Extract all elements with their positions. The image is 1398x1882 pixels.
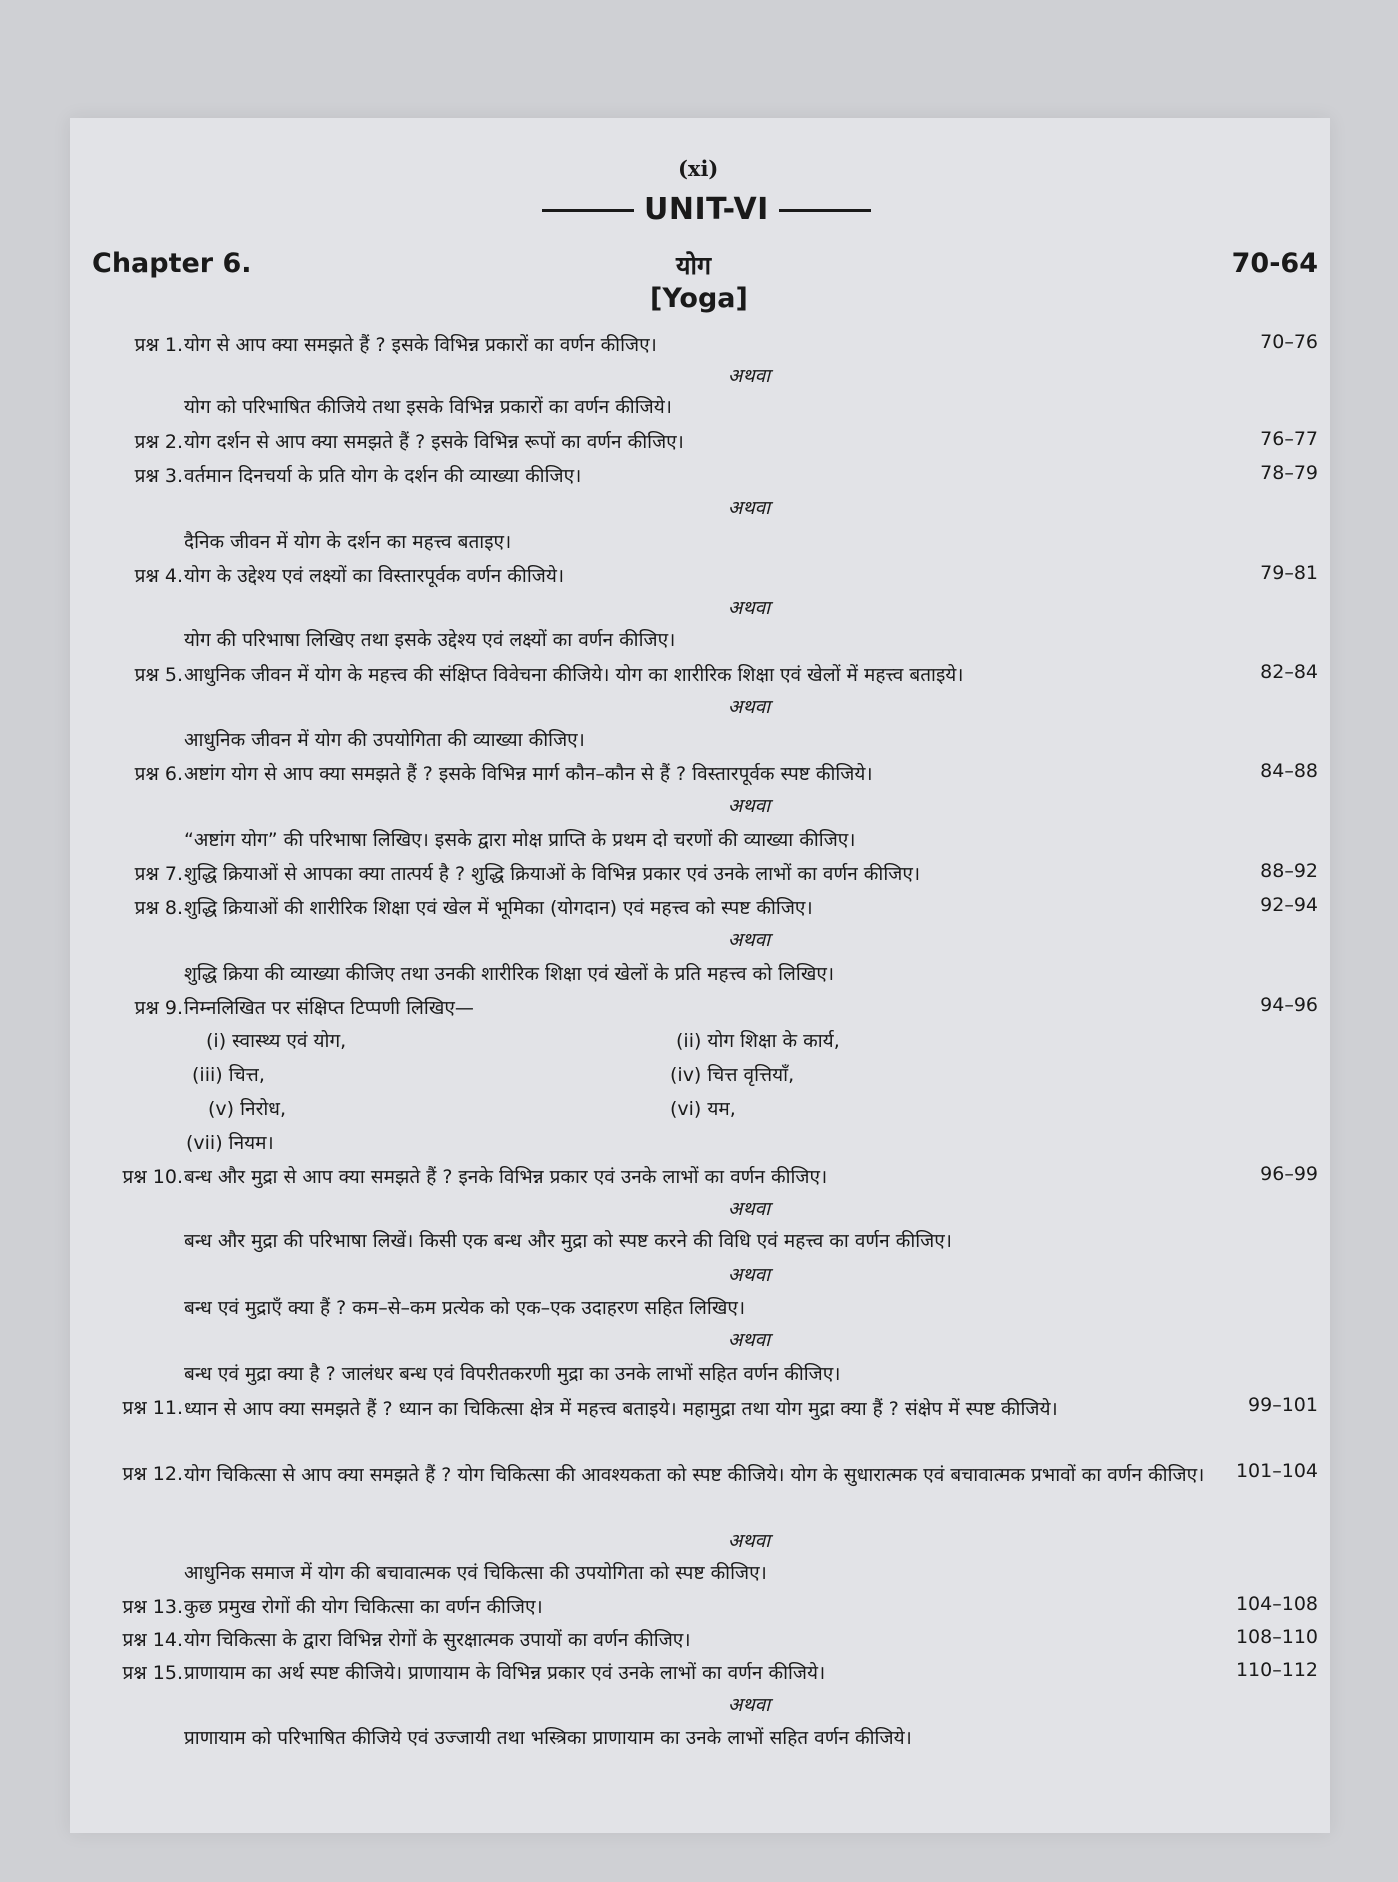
question-text: प्राणायाम का अर्थ स्पष्ट कीजिये। प्राणायाम के विभिन्न प्रकार एवं उनके लाभों का वर्णन कीजिये।: [184, 1662, 826, 1684]
alt-question-text: योग की परिभाषा लिखिए तथा इसके उद्देश्य एवं लक्ष्यों का वर्णन कीजिए।: [184, 629, 676, 651]
question-label: प्रश्न 13.: [122, 1596, 183, 1618]
question-pages: 70–76: [1260, 331, 1318, 353]
question-label: प्रश्न 11.: [122, 1397, 183, 1419]
athva-label: अथवा: [727, 1694, 771, 1716]
question-pages: 94–96: [1260, 994, 1318, 1016]
question-text: योग के उद्देश्य एवं लक्ष्यों का विस्तारपूर्वक वर्णन कीजिये।: [184, 565, 565, 587]
question-pages: 78–79: [1260, 462, 1318, 484]
question-label: प्रश्न 8.: [134, 897, 183, 919]
question-pages: 82–84: [1260, 661, 1318, 683]
question-label: प्रश्न 7.: [134, 863, 183, 885]
alt-question-text: प्राणायाम को परिभाषित कीजिये एवं उज्जायी तथा भस्त्रिका प्राणायाम का उनके लाभों सहित वर्णन कीजिये।: [184, 1727, 912, 1749]
athva-label: अथवा: [727, 497, 771, 519]
question-text: ध्यान से आप क्या समझते हैं ? ध्यान का चिकित्सा क्षेत्र में महत्त्व बताइये। महामुद्रा तथा योग मुद्रा क्या हैं ? संक्षेप में स्पष्ट कीजिये।: [184, 1398, 1058, 1420]
question-label: प्रश्न 12.: [122, 1463, 183, 1485]
question-text: बन्ध और मुद्रा से आप क्या समझते हैं ? इनके विभिन्न प्रकार एवं उनके लाभों का वर्णन कीजिए।: [184, 1166, 828, 1188]
question-pages: 79–81: [1260, 562, 1318, 584]
chapter-title-hindi: योग: [676, 251, 712, 280]
unit-title: UNIT-VI: [644, 192, 769, 227]
q9-item: (iv) चित्त वृत्तियाँ,: [670, 1064, 795, 1086]
athva-label: अथवा: [727, 795, 771, 817]
athva-label: अथवा: [727, 929, 771, 951]
question-label: प्रश्न 6.: [134, 763, 183, 785]
question-pages: 84–88: [1260, 760, 1318, 782]
question-text: अष्टांग योग से आप क्या समझते हैं ? इसके विभिन्न मार्ग कौन–कौन से हैं ? विस्तारपूर्वक स्पष्ट कीजिये।: [184, 763, 873, 785]
question-text: कुछ प्रमुख रोगों की योग चिकित्सा का वर्णन कीजिए।: [184, 1596, 543, 1618]
question-label: प्रश्न 15.: [122, 1662, 183, 1684]
question-text: योग दर्शन से आप क्या समझते हैं ? इसके विभिन्न रूपों का वर्णन कीजिए।: [184, 431, 684, 453]
alt-question-text: आधुनिक जीवन में योग की उपयोगिता की व्याख्या कीजिए।: [184, 729, 585, 751]
question-label: प्रश्न 9.: [134, 997, 183, 1019]
question-text: शुद्धि क्रियाओं की शारीरिक शिक्षा एवं खेल में भूमिका (योगदान) एवं महत्त्व को स्पष्ट कीजिए।: [184, 897, 813, 919]
question-label: प्रश्न 3.: [134, 465, 183, 487]
question-pages: 88–92: [1260, 860, 1318, 882]
question-text: वर्तमान दिनचर्या के प्रति योग के दर्शन की व्याख्या कीजिए।: [184, 465, 582, 487]
alt-question-text: शुद्धि क्रिया की व्याख्या कीजिए तथा उनकी शारीरिक शिक्षा एवं खेलों के प्रति महत्त्व को लिखिए।: [184, 963, 835, 985]
alt-question-text: योग को परिभाषित कीजिये तथा इसके विभिन्न प्रकारों का वर्णन कीजिये।: [184, 396, 672, 418]
question-label: प्रश्न 4.: [134, 565, 183, 587]
q9-item: (ii) योग शिक्षा के कार्य,: [676, 1030, 840, 1052]
q9-item: (vii) नियम।: [186, 1132, 274, 1154]
alt-question-text: बन्ध और मुद्रा की परिभाषा लिखें। किसी एक बन्ध और मुद्रा को स्पष्ट करने की विधि एवं महत्त्व का वर्णन कीजिए।: [184, 1230, 952, 1252]
question-label: प्रश्न 5.: [134, 664, 183, 686]
question-pages: 104–108: [1235, 1593, 1318, 1615]
q9-item: (i) स्वास्थ्य एवं योग,: [206, 1030, 347, 1052]
unit-rule-left: [542, 209, 634, 212]
question-pages: 92–94: [1260, 894, 1318, 916]
question-text: निम्नलिखित पर संक्षिप्त टिप्पणी लिखिए—: [184, 997, 474, 1019]
question-pages: 108–110: [1235, 1626, 1318, 1648]
alt-question-text: आधुनिक समाज में योग की बचावात्मक एवं चिकित्सा की उपयोगिता को स्पष्ट कीजिए।: [184, 1562, 767, 1584]
alt-question-text: “अष्टांग योग” की परिभाषा लिखिए। इसके द्वारा मोक्ष प्राप्ति के प्रथम दो चरणों की व्याख्या कीजिए।: [184, 829, 856, 851]
question-text: योग चिकित्सा के द्वारा विभिन्न रोगों के सुरक्षात्मक उपायों का वर्णन कीजिए।: [184, 1629, 691, 1651]
question-label: प्रश्न 2.: [134, 431, 183, 453]
question-pages: 99–101: [1248, 1394, 1318, 1416]
page-number: (xi): [678, 156, 719, 181]
question-text: योग चिकित्सा से आप क्या समझते हैं ? योग चिकित्सा की आवश्यकता को स्पष्ट कीजिये। योग के सुधारात्मक एवं बचावात्मक प्रभावों का वर्णन कीजिए।: [184, 1464, 1205, 1486]
athva-label: अथवा: [727, 597, 771, 619]
question-pages: 101–104: [1235, 1460, 1318, 1482]
unit-heading: [532, 192, 881, 227]
athva-label: अथवा: [727, 1530, 771, 1552]
athva-label: अथवा: [727, 365, 771, 387]
question-label: प्रश्न 10.: [122, 1166, 183, 1188]
question-pages: 76–77: [1260, 428, 1318, 450]
question-text: आधुनिक जीवन में योग के महत्त्व की संक्षिप्त विवेचना कीजिये। योग का शारीरिक शिक्षा एवं खेलों में महत्त्व बताइये।: [184, 664, 964, 686]
chapter-page-range: 70-64: [1231, 248, 1318, 279]
chapter-title-english: [Yoga]: [650, 283, 748, 314]
question-label: प्रश्न 14.: [122, 1629, 183, 1651]
athva-label: अथवा: [727, 696, 771, 718]
question-text: योग से आप क्या समझते हैं ? इसके विभिन्न प्रकारों का वर्णन कीजिए।: [184, 334, 657, 356]
question-text: शुद्धि क्रियाओं से आपका क्या तात्पर्य है ? शुद्धि क्रियाओं के विभिन्न प्रकार एवं उनके लाभों का वर्णन कीजिए।: [184, 863, 921, 885]
q9-item: (vi) यम,: [670, 1098, 736, 1120]
q9-item: (v) निरोध,: [208, 1098, 286, 1120]
alt-question-text: दैनिक जीवन में योग के दर्शन का महत्त्व बताइए।: [184, 531, 512, 553]
unit-rule-right: [779, 209, 871, 212]
q9-item: (iii) चित्त,: [192, 1064, 265, 1086]
chapter-label: Chapter 6.: [92, 248, 252, 279]
athva-label: अथवा: [727, 1329, 771, 1351]
alt-question-text: बन्ध एवं मुद्राएँ क्या हैं ? कम–से–कम प्रत्येक को एक–एक उदाहरण सहित लिखिए।: [184, 1297, 746, 1319]
athva-label: अथवा: [727, 1264, 771, 1286]
alt-question-text: बन्ध एवं मुद्रा क्या है ? जालंधर बन्ध एवं विपरीतकरणी मुद्रा का उनके लाभों सहित वर्णन कीजिए।: [184, 1363, 841, 1385]
question-pages: 110–112: [1235, 1659, 1318, 1681]
question-pages: 96–99: [1260, 1163, 1318, 1185]
athva-label: अथवा: [727, 1198, 771, 1220]
question-label: प्रश्न 1.: [134, 334, 183, 356]
